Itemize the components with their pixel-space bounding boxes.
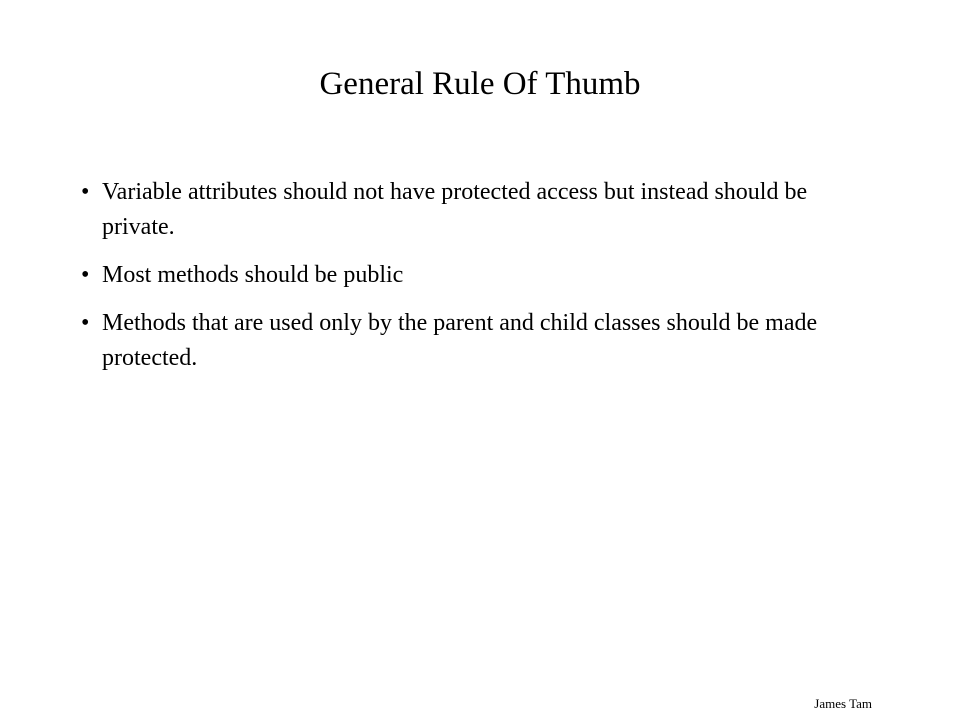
bullet-text: Methods that are used only by the parent and child classes should be made protected. — [102, 310, 818, 371]
bullet-marker-icon: • — [81, 310, 90, 336]
bullet-text: Variable attributes should not have protected access but instead should be private. — [102, 179, 808, 240]
bullet-item — [81, 258, 871, 293]
bullet-item — [81, 175, 871, 245]
footer-author: James Tam — [814, 696, 872, 711]
bullet-item — [81, 306, 871, 376]
bullet-marker-icon: • — [81, 179, 90, 205]
bullet-text: Most methods should be public — [102, 262, 404, 288]
bullet-marker-icon: • — [81, 262, 90, 288]
slide-title: General Rule Of Thumb — [319, 66, 641, 102]
bullet-list — [81, 175, 871, 389]
